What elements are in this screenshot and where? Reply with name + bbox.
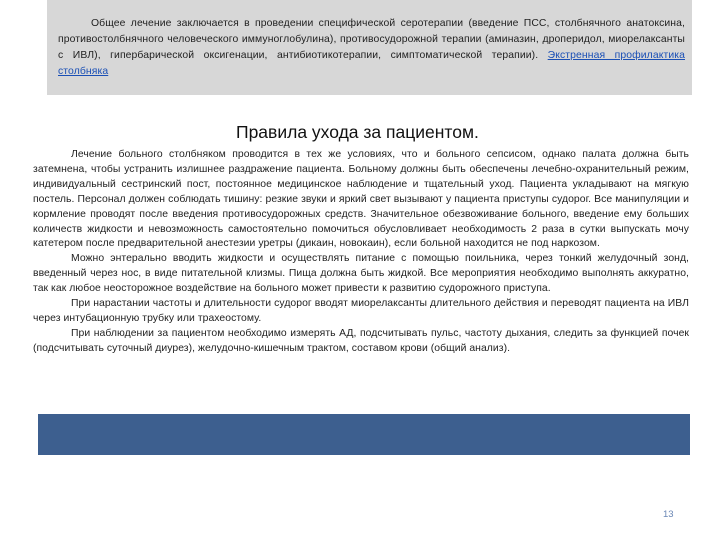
- care-rules-text: [33, 148, 689, 357]
- paragraph: Лечение больного столбняком проводится в тех же условиях, что и больного сепсисом, однако палата должна быть затемнена, чтобы устранить излишнее раздражение пациента. Больному должны быть обеспечены лечебно-охранительный режим, индивидуальный сестринский пост, постоянное медицинское наблюдение и тщательный уход. Пациента укладывают на мягкую постель. Персонал должен соблюдать тишину: резкие звуки и яркий свет вызывают у пациента приступы судорог. Все манипуляции и кормление проводят после введения противосудорожных средств. Значительное обезвоживание больного, введение ему больших количеств жидкости и невозможность самостоятельно помочиться обусловливает необходимость 2 раза в сутки выпускать мочу катетером после предварительной анестезии уретры (дикаин, новокаин), если больной находится не под наркозом.: [33, 149, 689, 250]
- prophylaxis-link[interactable]: Экстренная профилактика столбняка: [58, 50, 685, 77]
- paragraph: При наблюдении за пациентом необходимо измерять АД, подсчитывать пульс, частоту дыхания, следить за функцией почек (подсчитывать суточный диурез), желудочно-кишечным трактом, составом крови (общий анализ).: [33, 327, 689, 354]
- paragraph: Можно энтерально вводить жидкости и осуществлять питание с помощью поильника, через тонкий желудочный зонд, введенный через нос, в виде питательной клизмы. Пища должна быть жидкой. Все мероприятия необходимо выполнять аккуратно, так как любое неосторожное воздействие на больного может привести к развитию судорожного приступа.: [33, 253, 689, 295]
- top-info-text: [58, 16, 685, 80]
- page-title: Правила ухода за пациентом.: [236, 122, 479, 142]
- page-number: 13: [663, 509, 674, 520]
- top-info-body: Общее лечение заключается в проведении специфической серотерапии (введение ПСС, столбнячного анатоксина, противостолбнячного человеческого иммуноглобулина), противосудорожной терапии (аминазин, дроперидол, миорелаксанты с ИВЛ), гипербарической оксигенации, антибиотикотерапии, симптоматической терапии).: [58, 18, 685, 61]
- footer-band: [38, 414, 690, 455]
- paragraph: При нарастании частоты и длительности судорог вводят миорелаксанты длительного действия и переводят пациента на ИВЛ через интубационную трубку или трахеостому.: [33, 298, 689, 324]
